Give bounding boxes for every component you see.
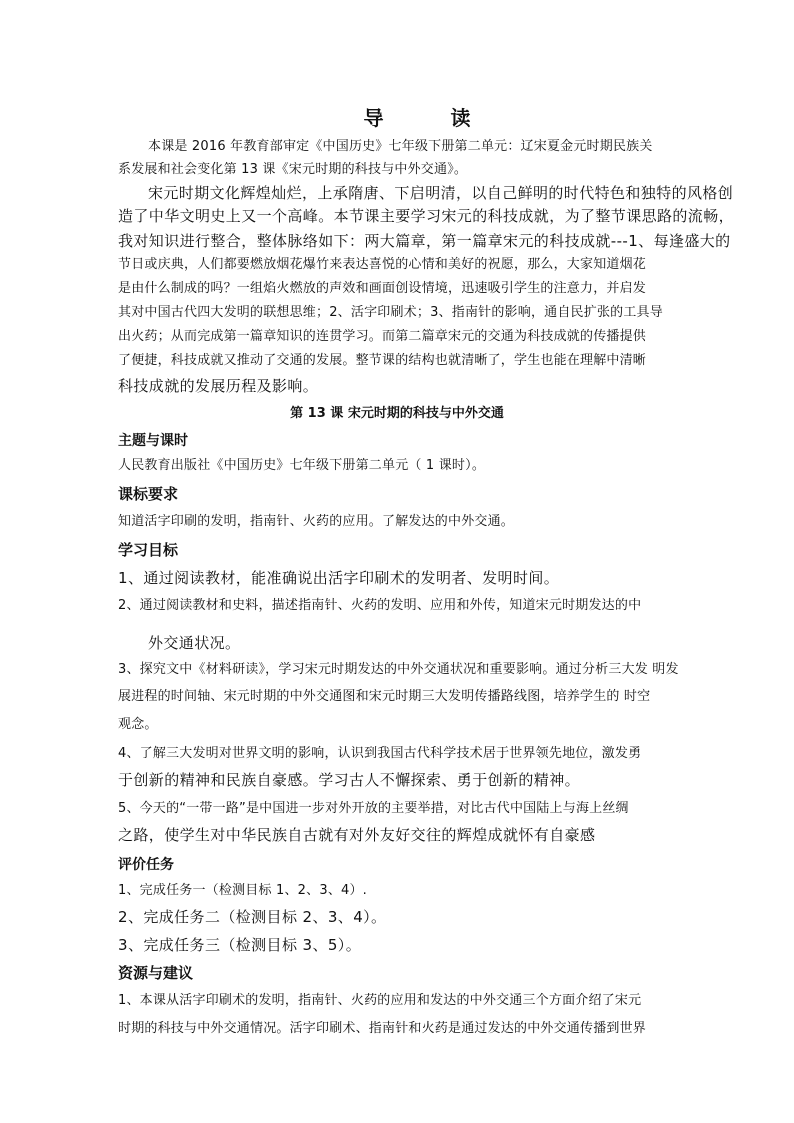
goal-line: 观念。 [118,717,158,732]
intro-line: 节日或庆典，人们都要燃放烟花爆竹来表达喜悦的心情和美好的祝愿，那么，大家知道烟花 [118,257,647,272]
resource-line: 时期的科技与中外交通情况。活字印刷术、指南针和火药是通过发达的中外交通传播到世界 [118,1021,647,1036]
section-heading-topic: 主题与课时 [118,433,188,449]
goal-line: 4、了解三大发明对世界文明的影响，认识到我国古代科学技术居于世界领先地位，激发勇 [118,746,642,761]
intro-line: 宋元时期文化辉煌灿烂，上承隋唐、下启明清，以自己鲜明的时代特色和独特的风格创 [148,184,734,202]
intro-line: 本课是 2016 年教育部审定《中国历史》七年级下册第二单元：辽宋夏金元时期民族关 [148,139,653,154]
intro-line: 其对中国古代四大发明的联想思维；2、活字印刷术；3、指南针的影响，通自民扩张的工具导 [118,305,663,320]
goal-line: 之路，使学生对中华民族自古就有对外友好交往的辉煌成就怀有自豪感 [118,826,596,844]
goal-line: 5、今天的“一带一路”是中国进一步对外开放的主要举措，对比古代中国陆上与海上丝绸 [118,801,629,816]
section-line: 人民教育出版社《中国历史》七年级下册第二单元（ 1 课时）。 [118,458,486,473]
goal-line: 1、通过阅读教材，能准确说出活字印刷术的发明者、发明时间。 [118,569,560,587]
intro-line: 我对知识进行整合，整体脉络如下：两大篇章，第一篇章宋元的科技成就---1、每逢盛大的 [118,232,731,250]
goal-line: 于创新的精神和民族自豪感。学习古人不懈探索、勇于创新的精神。 [118,771,581,789]
section-line: 知道活字印刷的发明，指南针、火药的应用。了解发达的中外交通。 [118,514,515,529]
resource-line: 1、本课从活字印刷术的发明，指南针、火药的应用和发达的中外交通三个方面介绍了宋元 [118,993,642,1008]
task-line: 1、完成任务一（检测目标 1、2、3、4）. [118,883,368,898]
section-heading-goals: 学习目标 [118,541,179,559]
goal-line: 展进程的时间轴、宋元时期的中外交通图和宋元时期三大发明传播路线图，培养学生的 时空 [118,689,651,704]
lesson-heading: 第 13 课 宋元时期的科技与中外交通 [290,406,504,421]
intro-line: 科技成就的发展历程及影响。 [118,377,319,395]
section-heading-resources: 资源与建议 [118,964,194,982]
goal-line: 3、探究文中《材料研读》，学习宋元时期发达的中外交通状况和重要影响。通过分析三大发 明发 [118,662,679,677]
intro-line: 出火药；从而完成第一篇章知识的连贯学习。而第二篇章宋元的交通为科技成就的传播提供 [118,329,647,344]
intro-line: 造了中华文明史上又一个高峰。本节课主要学习宋元的科技成就，为了整节课思路的流畅， [118,207,735,225]
section-heading-evaluation: 评价任务 [118,857,174,873]
task-line: 3、完成任务三（检测目标 3、5）。 [118,936,362,954]
goal-line: 2、通过阅读教材和史料，描述指南针、火药的发明、应用和外传，知道宋元时期发达的中 [118,598,642,613]
goal-line: 外交通状况。 [148,634,241,652]
intro-line: 了便捷，科技成就又推动了交通的发展。整节课的结构也就清晰了，学生也能在理解中清晰 [118,353,647,368]
intro-line: 系发展和社会变化第 13 课《宋元时期的科技与中外交通》。 [118,162,468,177]
intro-line: 是由什么制成的吗？一组焰火燃放的声效和画面创设情境，迅速吸引学生的注意力，并启发 [118,281,647,296]
page-title: 导 读 [363,106,501,130]
task-line: 2、完成任务二（检测目标 2、3、4）。 [118,908,387,926]
section-heading-standard: 课标要求 [118,485,179,503]
